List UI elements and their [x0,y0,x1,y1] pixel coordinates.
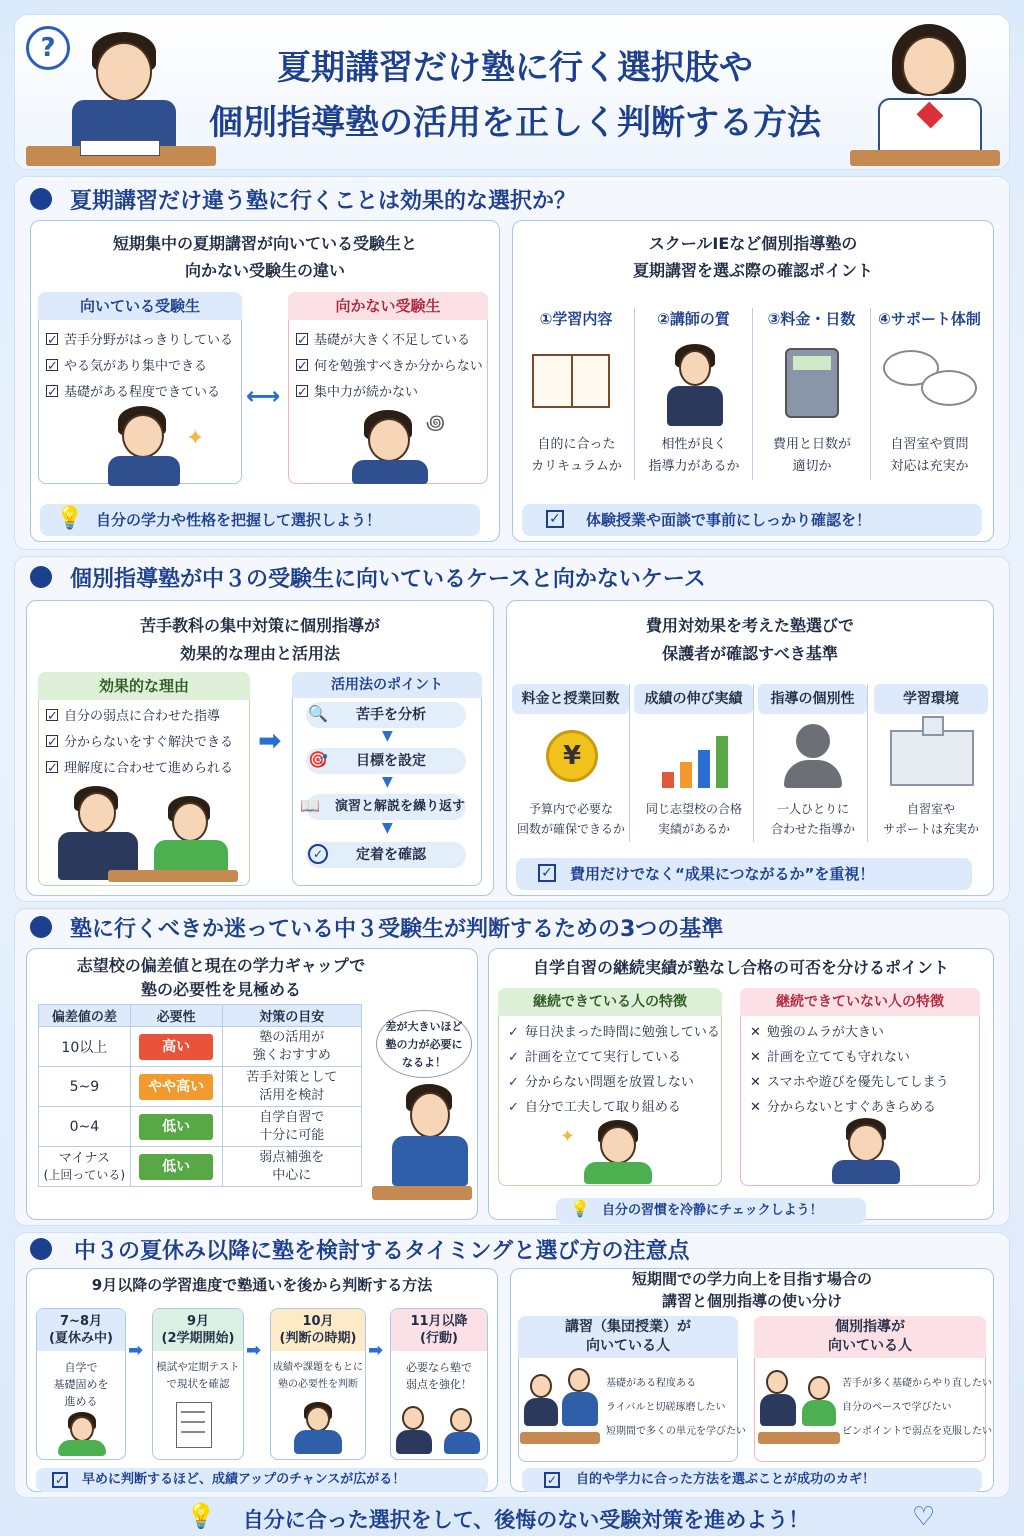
section-4-bullet [30,1238,52,1260]
suitable-list [46,328,233,406]
individual-label: 個別指導が 向いている人 [754,1316,986,1358]
right-arrow-icon: ➡ [258,724,282,757]
school-building-icon [890,730,974,786]
list-item: 短期間で多くの単元を学びたい [606,1426,746,1437]
s2-left-title1: 苦手教科の集中対策に個別指導が [139,616,380,635]
right-arrow-icon: ➡ [368,1340,384,1361]
boy-studying-illustration [98,406,198,486]
speech-bubble-text: 差が大きいほど 塾の力が必要に なるよ！ [385,1020,463,1069]
chat-bubble-icon-2 [921,370,977,406]
boy-bored-illustration [826,1118,906,1184]
check-circle-icon: ✓ [308,844,328,864]
list-item: ✓ 分からない問題を放置しない [508,1075,694,1090]
timeline-step: 7~8月 (夏休み中) 自学で 基礎固めを 進める [36,1308,126,1460]
down-arrow-icon: ▼ [382,774,393,790]
notebook-illustration [80,140,160,156]
list-item: ✓何を勉強すべきか分からない [296,354,483,380]
question-bubble-icon: ? [26,26,70,70]
suitable-label: 向いている受験生 [38,292,242,320]
unsuitable-label: 向かない受験生 [288,292,488,320]
s2-right-title2: 保護者が確認すべき基準 [662,644,838,663]
book-icon: 📖 [300,796,320,815]
list-item: 自分のペースで学びたい [842,1402,952,1413]
s2-left-title2: 効果的な理由と活用法 [179,644,340,663]
list-item: ✓ 自分で工夫して取り組める [508,1100,681,1115]
criterion-individual: 指導の個別性 一人ひとりに 合わせた指導か [758,684,868,842]
list-item: 基礎がある程度ある [606,1378,696,1389]
s2-right-title1: 費用対効果を考えた塾選びで [645,616,854,635]
section-2-bullet [30,566,52,588]
tutor-illustration [52,786,142,882]
point-support: ④サポート体制 自習室や質問 対応は充実か [878,310,981,474]
swirl-icon: ꩜ [426,410,445,434]
list-item: ライバルと切磋琢磨したい [606,1402,726,1413]
lightbulb-icon: 💡 [56,506,84,531]
table-row: 5~9 やや高い 苦手対策として 活用を検討 [39,1067,362,1107]
not-continuing-list [750,1020,949,1120]
criteria-grid [512,684,988,842]
need-badge: やや高い [139,1074,213,1100]
list-item: ピンポイントで弱点を克服したい [842,1426,992,1437]
boy-studying-small-illustration [54,1412,110,1456]
timeline-step: 9月 (2学期開始) 模試や定期テスト で現状を確認 [152,1308,244,1460]
footer-message: 自分に合った選択をして、後悔のない受験対策を進めよう！ [242,1508,810,1532]
target-icon: 🎯 [308,750,328,769]
s4-right-title2: 講習と個別指導の使い分け [661,1292,842,1310]
step-label: 演習と解説を繰り返す [334,799,465,814]
lightbulb-icon: 💡 [570,1199,590,1218]
s2-right-note: 費用だけでなく“成果につながるか”を重視！ [516,858,972,890]
boy-pondering-illustration [386,1084,472,1190]
down-arrow-icon: ▼ [382,728,393,744]
sparkle-icon: ✦ [186,426,205,451]
criterion-environment: 学習環境 自習室や サポートは充実か [874,684,988,842]
down-arrow-icon: ▼ [382,820,393,836]
gap-table: 偏差値の差 必要性 対策の目安 10以上 高い 塾の活用が 強くおすすめ 5~9 やや高い 苦手対策として 活用を検討 0~4 低い 自学自習で 十分に可能 マイナス (上回っている) 低い 弱点補強を 中心に [38,1004,362,1187]
desk-illustration-2 [850,150,1000,166]
boy-worried-illustration [340,410,440,484]
criterion-results: 成績の伸び実績 同じ志望校の合格 実績があるか [634,684,754,842]
table-row: 10以上 高い 塾の活用が 強くおすすめ [39,1027,362,1067]
group-class-label: 講習（集団授業）が 向いている人 [518,1316,738,1358]
yen-coin-icon: ¥ [546,730,598,782]
s3-left-title1: 志望校の偏差値と現在の学力ギャップで [76,956,366,975]
need-badge: 低い [139,1114,213,1140]
list-item: ✕ 分からないとすぐあきらめる [750,1100,936,1115]
girl-pointing-illustration [858,22,998,168]
reason-list [46,704,233,782]
check-points [518,308,988,480]
list-item: ✓苦手分野がはっきりしている [46,328,233,354]
need-badge: 低い [139,1154,213,1180]
magnifier-icon: 🔍 [308,704,328,723]
unsuitable-list [296,328,483,406]
s4-left-note: 早めに判断するほど、成績アップのチャンスが広がる！ [36,1468,488,1492]
section-3-heading: 塾に行くべきか迷っている中３受験生が判断するための3つの基準 [70,917,724,942]
calculator-icon [785,348,839,418]
checkbox-icon: ✓ [52,1472,68,1488]
timeline-step: 10月 (判断の時期) 成績や課題をもとに 塾の必要性を判断 [270,1308,366,1460]
s3-right-title: 自学自習の継続実績が塾なし合格の可否を分けるポイント [532,958,949,977]
table-row: 0~4 低い 自学自習で 十分に可能 [39,1107,362,1147]
list-item: ✓基礎が大きく不足している [296,328,483,354]
list-item: ✓理解度に合わせて進められる [46,756,233,782]
list-item: ✓分からないをすぐ解決できる [46,730,233,756]
s4-right-note: 自的や学力に合った方法を選ぶことが成功のカギ！ [522,1468,982,1492]
s4-right-title1: 短期間での学力向上を目指す場合の [631,1270,872,1288]
table-row: マイナス (上回っている) 低い 弱点補強を 中心に [39,1147,362,1187]
group-class-list [606,1372,746,1444]
list-item: ✓集中力が続かない [296,380,483,406]
list-item: ✓やる気があり集中できる [46,354,233,380]
bar-chart-icon [660,728,734,788]
open-book-icon [532,354,610,408]
continuing-list [508,1020,720,1120]
heart-handshake-icon: ♡ [912,1502,936,1532]
list-item: ✓基礎がある程度できている [46,380,233,406]
right-arrow-icon: ➡ [246,1340,262,1361]
list-item: ✓ 毎日決まった時間に勉強している [508,1025,720,1040]
section-3-bullet [30,916,52,938]
s1-right-title1: スクールIEなど個別指導塾の [648,234,858,253]
page-title-line2: 個別指導塾の活用を正しく判断する方法 [209,103,821,143]
right-arrow-icon: ➡ [128,1340,144,1361]
point-teacher: ②講師の質 相性が良く 指導力があるか [635,308,753,480]
checkbox-icon: ✓ [544,1472,560,1488]
desk-illustration-4 [372,1186,472,1200]
criterion-fee: 料金と授業回数 ¥ 予算内で必要な 回数が確保できるか [512,684,630,842]
reason-label: 効果的な理由 [38,672,250,700]
s1-left-title1: 短期集中の夏期講習が向いている受験生と [112,234,417,253]
need-badge: 高い [139,1034,213,1060]
teacher-icon [665,344,725,428]
desk-illustration-5 [520,1432,600,1444]
list-item: ✕ 勉強のムラが大きい [750,1025,884,1040]
boy-happy-studying-illustration [578,1120,658,1184]
s3-right-note: 自分の習慣を冷静にチェックしよう！ [556,1198,866,1224]
s4-left-title: 9月以降の学習進度で塾通いを後から判断する方法 [91,1276,433,1294]
s1-left-note: 自分の学力や性格を把握して選択しよう！ [40,504,480,536]
test-paper-icon [176,1402,212,1448]
list-item: 苦手が多く基礎からやり直したい [842,1378,992,1389]
page-title-line1: 夏期講習だけ塾に行く選択肢や [277,48,753,88]
checkbox-icon: ✓ [538,864,556,882]
section-2-heading: 個別指導塾が中３の受験生に向いているケースと向かないケース [70,567,706,592]
sparkle-icon: ✦ [560,1126,576,1147]
list-item: ✓ 計画を立てて実行している [508,1050,681,1065]
desk-illustration-3 [108,870,238,882]
person-icon-body [784,760,842,788]
section-1-heading: 夏期講習だけ違う塾に行くことは効果的な選択か？ [70,189,577,214]
checkbox-icon: ✓ [546,510,564,528]
continuing-label: 継続できている人の特徴 [498,988,722,1016]
point-content: ①学習内容 自的に合った カリキュラムか [518,308,635,480]
s1-right-title2: 夏期講習を選ぶ際の確認ポイント [632,261,873,280]
double-arrow-icon: ⟷ [246,382,281,410]
s3-left-title2: 塾の必要性を見極める [140,980,301,999]
tutoring-pair-illustration [396,1404,484,1456]
step-label: 定着を確認 [356,847,426,863]
step-label: 目標を設定 [356,753,426,769]
individual-tutoring-illustration [760,1366,840,1436]
not-continuing-label: 継続できていない人の特徴 [740,988,980,1016]
s1-left-title2: 向かない受験生の違い [184,261,345,280]
usage-label: 活用法のポイント [292,672,482,698]
lightbulb-icon: 💡 [186,1502,216,1530]
step-label: 苦手を分析 [356,707,426,723]
timeline-step: 11月以降 (行動) 必要なら塾で 弱点を強化！ [390,1308,488,1460]
point-fee: ③料金・日数 費用と日数が 適切か [753,308,871,480]
boy-deciding-illustration [290,1402,346,1456]
list-item: ✕ スマホや遊びを優先してしまう [750,1075,949,1090]
list-item: ✓自分の弱点に合わせた指導 [46,704,233,730]
list-item: ✕ 計画を立てても守れない [750,1050,910,1065]
section-1-bullet [30,188,52,210]
s1-right-note: 体験授業や面談で事前にしっかり確認を！ [522,504,982,536]
person-icon [796,724,830,758]
desk-illustration-6 [758,1432,840,1444]
group-class-illustration [522,1366,602,1436]
individual-list [842,1372,992,1444]
section-4-heading: 中３の夏休み以降に塾を検討するタイミングと選び方の注意点 [74,1239,690,1264]
